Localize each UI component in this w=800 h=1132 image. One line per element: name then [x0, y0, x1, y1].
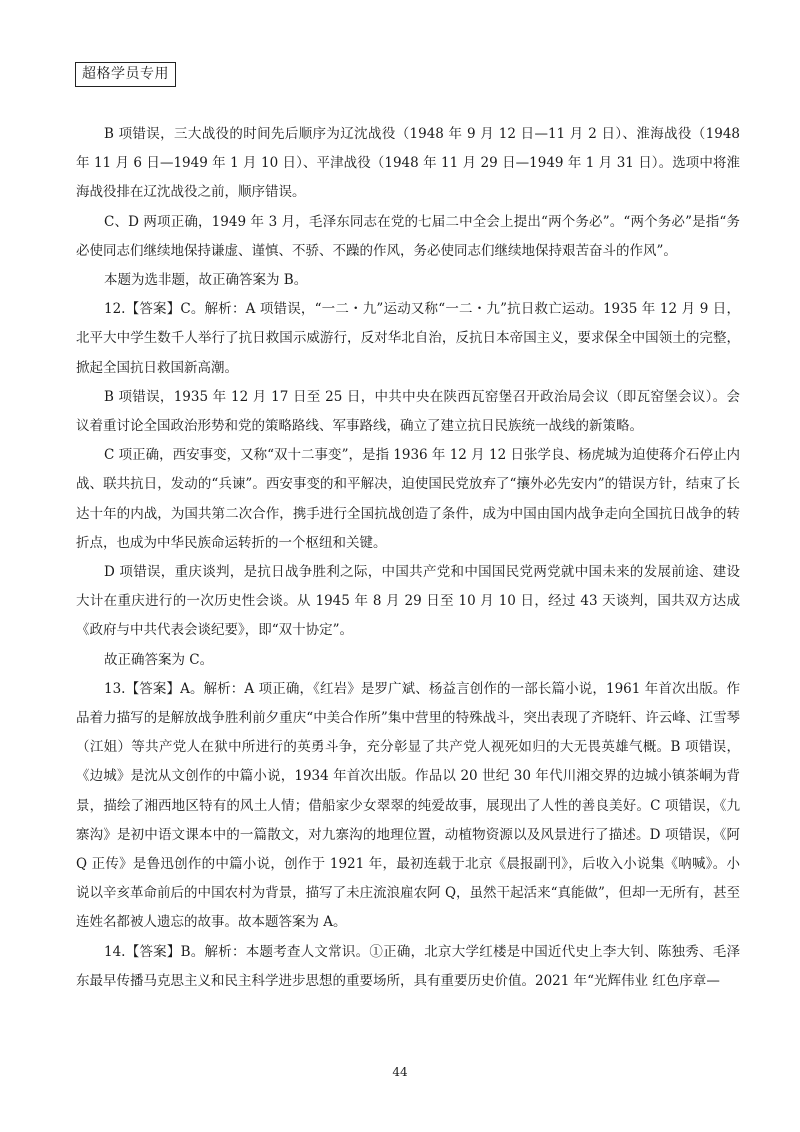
paragraph-answer-12: 故正确答案为 C。 [104, 651, 214, 668]
header-tag: 超格学员专用 [75, 62, 176, 87]
paragraph-q12-a: 12.【答案】C。解析：A 项错误，“一二・九”运动又称“一二・九”抗日救亡运动。1935 年 12 月 9 日，北平大中学生数千人举行了抗日救国示威游行，反对华北自治，反抗日本帝国主义，要求保全中国领土的完整，掀起全国抗日救国新高潮。 [76, 301, 740, 376]
paragraph-q14: 14.【答案】B。解析：本题考查人文常识。①正确，北京大学红楼是中国近代史上李大钊、陈独秀、毛泽东最早传播马克思主义和民主科学进步思想的重要场所，具有重要历史价值。2021 年“光辉伟业 红色序章— [76, 943, 740, 989]
page-number: 44 [392, 1065, 408, 1079]
paragraph-b-battles: B 项错误，三大战役的时间先后顺序为辽沈战役（1948 年 9 月 12 日—11 月 2 日）、淮海战役（1948 年 11 月 6 日—1949 年 1 月 10 日）、平津战役（1948 年 11 月 29 日—1949 年 1 月 31 日）。选项中将淮海战役排在辽沈战役之前，顺序错误。 [76, 126, 740, 201]
paragraph-q12-c: C 项正确，西安事变，又称“双十二事变”，是指 1936 年 12 月 12 日张学良、杨虎城为迫使蒋介石停止内战、联共抗日，发动的“兵谏”。西安事变的和平解决，迫使国民党放弃了“攘外必先安内”的错误方针，结束了长达十年的内战，为国共第二次合作，携手进行全国抗战创造了条件，成为中国由国内战争走向全国抗日战争的转折点，也成为中华民族命运转折的一个枢纽和关键。 [76, 447, 740, 551]
paragraph-q13: 13.【答案】A。解析：A 项正确，《红岩》是罗广斌、杨益言创作的一部长篇小说，1961 年首次出版。作品着力描写的是解放战争胜利前夕重庆“中美合作所”集中营里的特殊战斗，突出表现了齐晓轩、许云峰、江雪琴（江姐）等共产党人在狱中所进行的英勇斗争，充分彰显了共产党人视死如归的大无畏英雄气概。B 项错误，《边城》是沈从文创作的中篇小说，1934 年首次出版。作品以 20 世纪 30 年代川湘交界的边城小镇茶峒为背景，描绘了湘西地区特有的风土人情；借船家少女翠翠的纯爱故事，展现出了人性的善良美好。C 项错误，《九寨沟》是初中语文课本中的一篇散文，对九寨沟的地理位置，动植物资源以及风景进行了描述。D 项错误，《阿 Q 正传》是鲁迅创作的中篇小说，创作于 1921 年，最初连载于北京《晨报副刊》，后收入小说集《呐喊》。小说以辛亥革命前后的中国农村为背景，描写了未庄流浪雇农阿 Q，虽然干起活来“真能做”，但却一无所有，甚至连姓名都被人遗忘的故事。故本题答案为 A。 [76, 680, 740, 931]
paragraph-cd-two-musts: C、D 两项正确，1949 年 3 月，毛泽东同志在党的七届二中全会上提出“两个务必”。“两个务必”是指“务必使同志们继续地保持谦虚、谨慎、不骄、不躁的作风，务必使同志们继续地保持艰苦奋斗的作风”。 [76, 213, 740, 259]
body-text [76, 120, 740, 996]
paragraph-answer-11: 本题为选非题，故正确答案为 B。 [104, 272, 308, 289]
paragraph-q12-b: B 项错误，1935 年 12 月 17 日至 25 日，中共中央在陕西瓦窑堡召开政治局会议（即瓦窑堡会议）。会议着重讨论全国政治形势和党的策略路线、军事路线，确立了建立抗日民族统一战线的新策略。 [76, 388, 740, 435]
paragraph-q12-d: D 项错误，重庆谈判，是抗日战争胜利之际，中国共产党和中国国民党两党就中国未来的发展前途、建设大计在重庆进行的一次历史性会谈。从 1945 年 8 月 29 日至 10 月 10 日，经过 43 天谈判，国共双方达成《政府与中共代表会谈纪要》，即“双十协定”。 [76, 564, 740, 639]
